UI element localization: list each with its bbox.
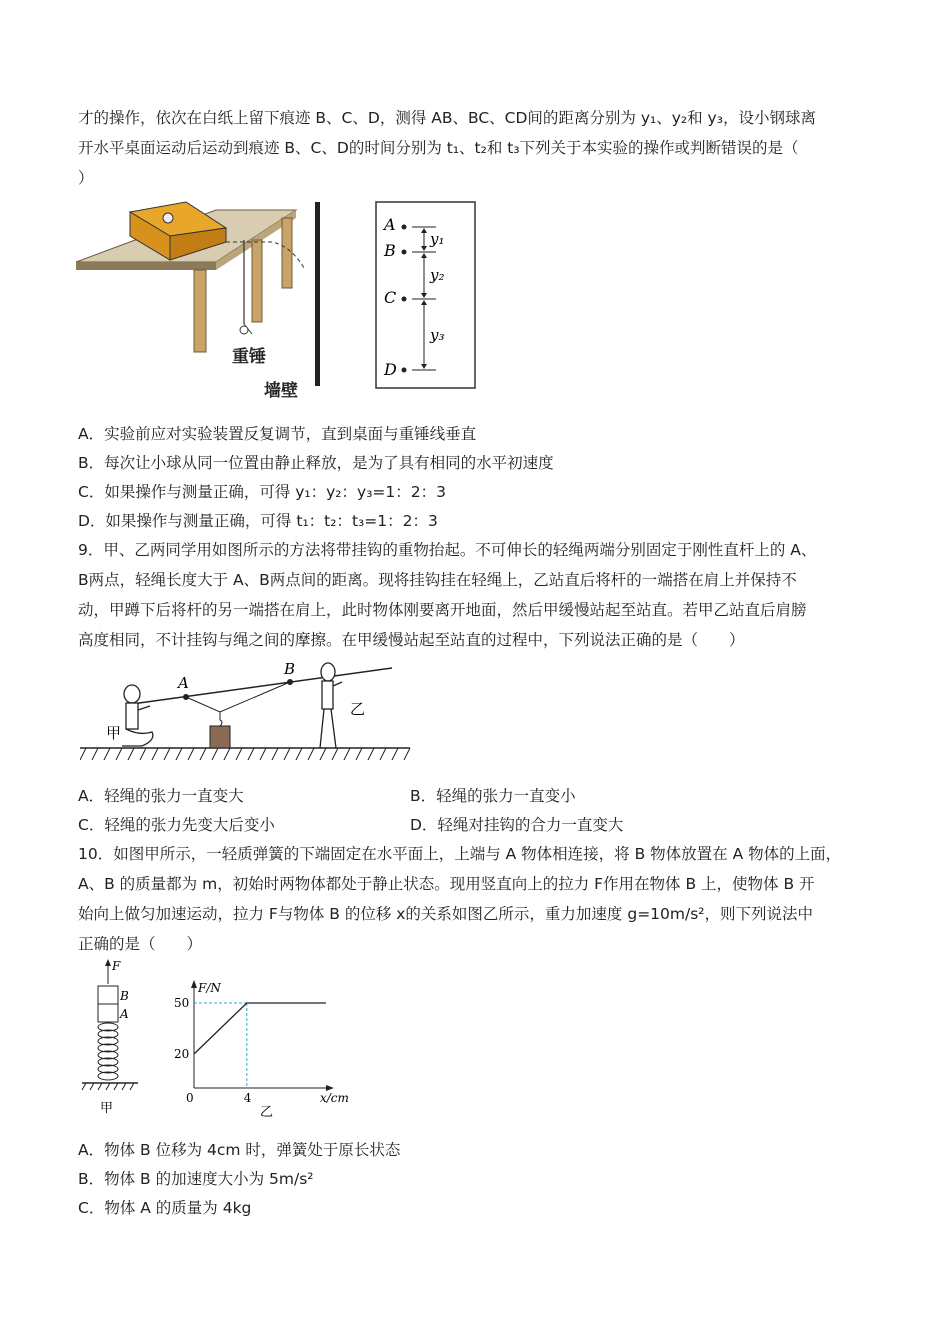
block-B [98,986,118,1004]
q8-table-figure [76,196,336,406]
caption-jia: 甲 [100,1101,114,1116]
q10-option-a: A．物体 B 位移为 4cm 时，弹簧处于原长状态 [78,1141,401,1159]
span-label: y₂ [430,266,445,284]
q9-option-b: B．轻绳的张力一直变小 [410,787,576,805]
weight-block [210,726,230,748]
table-leg [252,240,262,322]
y-tick-label: 20 [174,1047,190,1061]
ground-hatch [80,748,410,760]
hook-icon [220,720,222,726]
point-label: B [384,241,396,260]
weight-icon [240,326,248,334]
point-label: D [384,360,397,379]
label-weight: 重锤 [232,347,266,367]
point-dot [402,297,407,302]
span-label: y₃ [430,326,445,344]
table-leg [194,270,206,352]
steel-ball [163,213,173,223]
q8-option-d: D．如果操作与测量正确，可得 t₁：t₂：t₃=1：2：3 [78,512,438,530]
q9-option-c: C．轻绳的张力先变大后变小 [78,816,275,834]
ground-hatch [82,1083,134,1090]
caption-yi: 乙 [260,1105,274,1118]
label-jia: 甲 [106,724,122,742]
label-block-A: A [120,1007,129,1021]
point-label: A [384,215,396,234]
label-A: A [178,674,189,692]
point-dot [402,250,407,255]
rope [186,682,290,712]
label-block-B: B [120,989,129,1003]
q8-option-b: B．每次让小球从同一位置由静止释放，是为了具有相同的水平初速度 [78,454,554,472]
x-axis-label: x/cm [320,1091,349,1105]
point-dot [402,368,407,373]
point-dot [402,225,407,230]
label-wall: 墙壁 [264,381,298,401]
span-label: y₁ [430,230,445,248]
point-label: C [384,288,397,307]
q9-stem-line: 高度相同，不计挂钩与绳之间的摩擦。在甲缓慢站起至站直的过程中，下列说法正确的是（ ） [78,631,745,649]
q10-option-b: B．物体 B 的加速度大小为 5m/s² [78,1170,314,1188]
q10-option-c: C．物体 A 的质量为 4kg [78,1199,252,1217]
x-origin-label: 0 [186,1091,194,1105]
block-A [98,1004,118,1022]
q8-intro-line2: 开水平桌面运动后运动到痕迹 B、C、D的时间分别为 t₁、t₂和 t₃下列关于本实验的操作或判断错误的是（ [78,139,799,157]
q8-intro-line1: 才的操作，依次在白纸上留下痕迹 B、C、D，测得 AB、BC、CD间的距离分别为 y₁、y₂和 y₃，设小钢球离 [78,109,816,127]
q10-stem-line: 10．如图甲所示，一轻质弹簧的下端固定在水平面上，上端与 A 物体相连接，将 B 物体放置在 A 物体的上面， [78,845,842,863]
q8-intro-line3: ） [78,169,94,187]
q9-stem-line: B两点，轻绳长度大于 A、B两点间的距离。现将挂钩挂在轻绳上，乙站直后将杆的一端搭在肩上并保持不 [78,571,797,589]
rigid-rod [132,668,392,704]
q9-figure [80,660,412,766]
q10-stem-line: A、B 的质量都为 m，初始时两物体都处于静止状态。现用竖直向上的拉力 F作用在物体 B 上，使物体 B 开 [78,875,815,893]
q8-option-c: C．如果操作与测量正确，可得 y₁：y₂：y₃=1：2：3 [78,483,446,501]
q9-option-d: D．轻绳对挂钩的合力一直变大 [410,816,624,834]
table-leg [282,218,292,288]
series-line [194,1003,326,1054]
q10-fx-chart [170,976,360,1118]
wall [315,202,320,386]
q10-stem-line: 始向上做匀加速运动，拉力 F与物体 B 的位移 x的关系如图乙所示，重力加速度 g=10m/s²，则下列说法中 [78,905,814,923]
q10-spring-figure [78,956,148,1120]
x-tick-label: 4 [243,1091,252,1105]
y-tick-label: 50 [174,996,190,1010]
person-jia [122,685,153,746]
q8-option-a: A．实验前应对实验装置反复调节，直到桌面与重锤线垂直 [78,425,477,443]
q9-stem-line: 9．甲、乙两同学用如图所示的方法将带挂钩的重物抬起。不可伸长的轻绳两端分别固定于刚性直杆上的 A、 [78,541,817,559]
q10-stem-line: 正确的是（ ） [78,935,203,953]
label-B: B [284,660,296,678]
table-edge [76,262,216,270]
q9-option-a: A．轻绳的张力一直变大 [78,787,244,805]
y-axis-label: F/N [198,981,221,995]
spring [98,1023,118,1080]
q9-stem-line: 动，甲蹲下后将杆的另一端搭在肩上，此时物体刚要离开地面，然后甲缓慢站起至站直。若甲乙站直后肩膀 [78,601,807,619]
label-F: F [112,959,121,973]
q8-paper-figure [374,200,478,392]
label-yi: 乙 [350,700,366,718]
